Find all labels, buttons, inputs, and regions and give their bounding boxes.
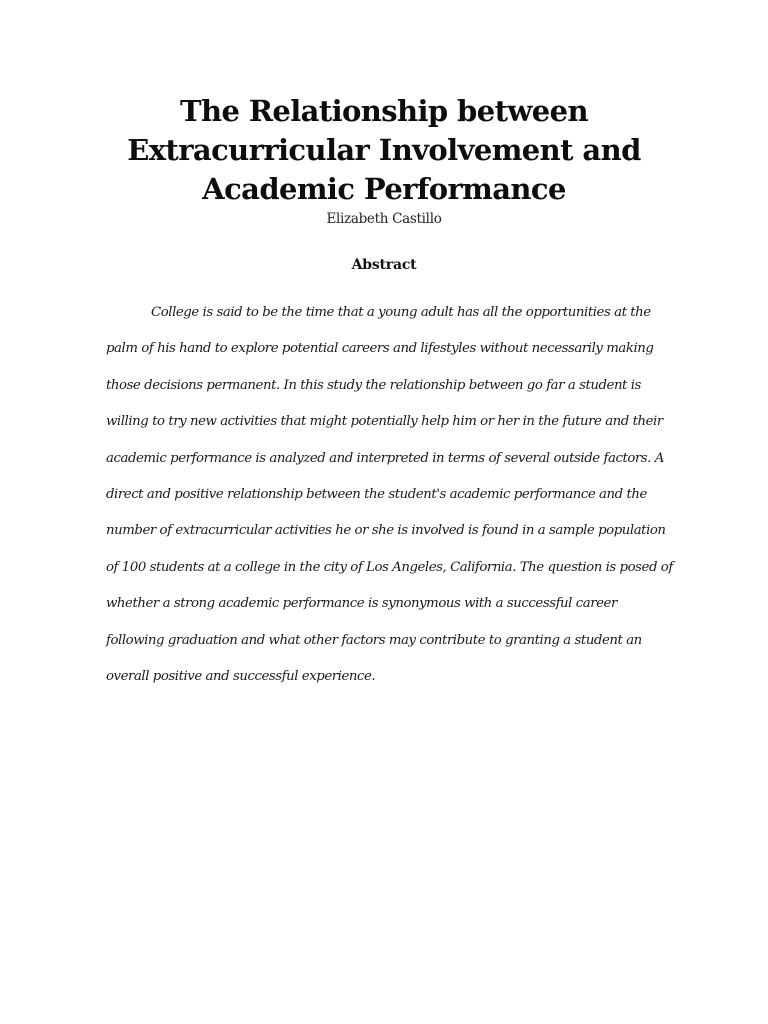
title-line: Extracurricular Involvement and <box>127 133 641 167</box>
title-line: Academic Performance <box>202 172 566 206</box>
abstract-line: College is said to be the time that a young adult has all the opportunities at the <box>151 305 651 320</box>
abstract-line: number of extracurricular activities he or she is involved is found in a sample population <box>106 523 666 539</box>
author-name: Elizabeth Castillo <box>326 211 442 227</box>
title-line: The Relationship between <box>180 94 588 128</box>
abstract-line: academic performance is analyzed and interpreted in terms of several outside factors. A <box>106 450 664 466</box>
abstract-body <box>106 304 671 704</box>
abstract-line: of 100 students at a college in the city of Los Angeles, California. The question is posed of <box>106 559 673 575</box>
paper-title <box>100 92 668 209</box>
abstract-line: overall positive and successful experience. <box>106 668 376 684</box>
abstract-line: palm of his hand to explore potential careers and lifestyles without necessarily making <box>106 341 654 357</box>
abstract-line: willing to try new activities that might potentially help him or her in the future and their <box>106 414 663 430</box>
abstract-line: following graduation and what other factors may contribute to granting a student an <box>106 632 642 648</box>
abstract-line: whether a strong academic performance is synonymous with a successful career <box>106 596 617 612</box>
abstract-line: those decisions permanent. In this study the relationship between go far a student is <box>106 377 641 393</box>
abstract-line: direct and positive relationship between the student's academic performance and the <box>106 486 647 502</box>
abstract-heading: Abstract <box>351 257 417 273</box>
